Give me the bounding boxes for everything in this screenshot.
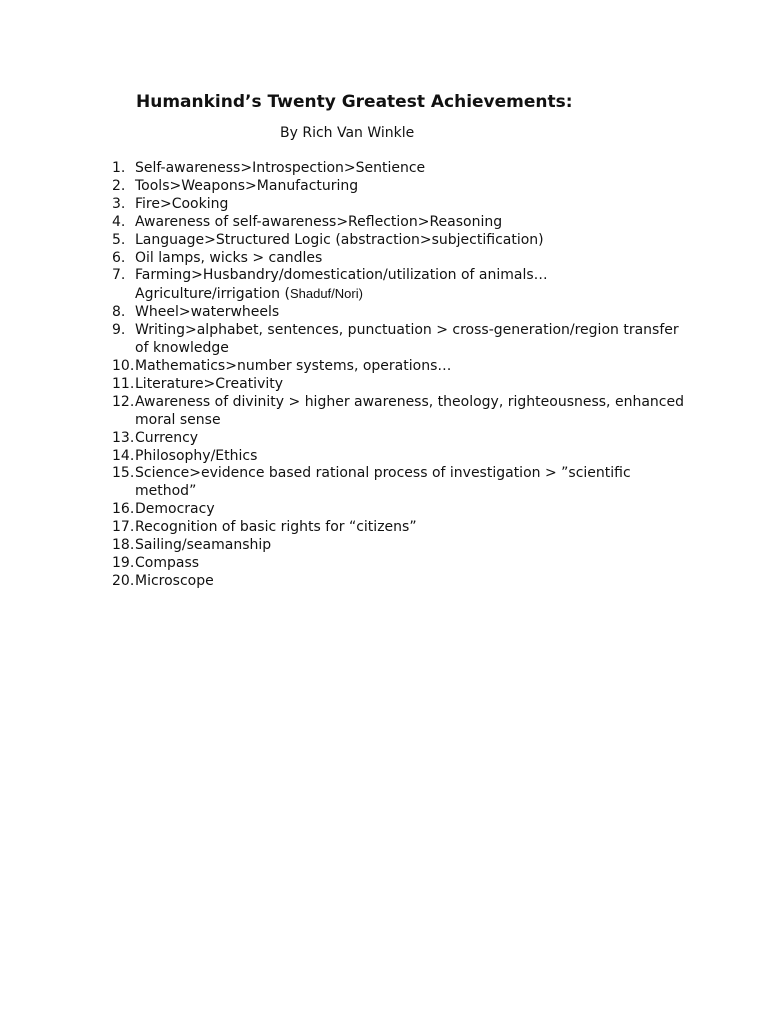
- item-text: Fire>Cooking: [135, 195, 229, 212]
- list-item: [112, 376, 692, 394]
- list-item: [112, 267, 692, 304]
- item-text: Wheel>waterwheels: [135, 304, 280, 321]
- item-text: Currency: [135, 429, 199, 446]
- item-number: 17.: [112, 519, 135, 536]
- list-item: [112, 501, 692, 519]
- item-number: 19.: [112, 554, 135, 571]
- list-item: [112, 358, 692, 376]
- item-text: Democracy: [135, 501, 215, 518]
- list-item: [112, 573, 692, 591]
- item-text: Awareness of divinity > higher awareness, theology, righteousness, enhanced moral sense: [135, 393, 684, 428]
- item-text-continued: Agriculture/irrigation (: [135, 286, 290, 303]
- item-text: Science>evidence based rational process of investigation > ”scientific method”: [135, 465, 631, 500]
- author-byline: By Rich Van Winkle: [280, 125, 415, 141]
- item-number: 14.: [112, 447, 135, 464]
- list-item: [112, 465, 692, 501]
- item-number: 1.: [112, 160, 126, 176]
- item-number: 9.: [112, 322, 126, 339]
- item-text: Farming>Husbandry/domestication/utilization of animals…: [135, 267, 548, 284]
- list-item: [112, 196, 692, 214]
- list-item: [112, 448, 692, 466]
- item-text: Tools>Weapons>Manufacturing: [135, 177, 359, 194]
- list-item: [112, 160, 692, 178]
- item-text: Compass: [135, 554, 200, 571]
- list-item: [112, 394, 692, 430]
- list-item: [112, 250, 692, 268]
- item-text: Self-awareness>Introspection>Sentience: [135, 160, 426, 176]
- item-number: 4.: [112, 213, 126, 230]
- item-number: 8.: [112, 304, 126, 321]
- item-text: Language>Structured Logic (abstraction>subjectification): [135, 231, 544, 248]
- item-text: Sailing/seamanship: [135, 537, 272, 554]
- item-number: 7.: [112, 267, 126, 284]
- list-item: [112, 304, 692, 322]
- document-title: Humankind’s Twenty Greatest Achievements:: [136, 92, 573, 112]
- item-number: 13.: [112, 429, 135, 446]
- list-item: [112, 232, 692, 250]
- list-item: [112, 322, 692, 358]
- achievements-list: [112, 160, 692, 591]
- item-number: 3.: [112, 195, 126, 212]
- item-text: Mathematics>number systems, operations…: [135, 357, 452, 374]
- list-item: [112, 430, 692, 448]
- item-number: 11.: [112, 375, 135, 392]
- list-item: [112, 537, 692, 555]
- item-number: 16.: [112, 501, 135, 518]
- item-text: Microscope: [135, 572, 214, 589]
- item-text: Oil lamps, wicks > candles: [135, 249, 323, 266]
- list-item: [112, 178, 692, 196]
- item-number: 2.: [112, 177, 126, 194]
- item-number: 6.: [112, 249, 126, 266]
- list-item: [112, 519, 692, 537]
- item-number: 18.: [112, 537, 135, 554]
- item-text: Awareness of self-awareness>Reflection>Reasoning: [135, 213, 503, 230]
- item-number: 5.: [112, 231, 126, 248]
- item-text: Literature>Creativity: [135, 375, 284, 392]
- item-number: 10.: [112, 357, 135, 374]
- item-text-small: Shaduf/Nori): [289, 286, 363, 302]
- list-item: [112, 214, 692, 232]
- item-text: Writing>alphabet, sentences, punctuation > cross-generation/region transfer of knowledge: [135, 322, 679, 357]
- item-number: 12.: [112, 393, 135, 410]
- item-text: Philosophy/Ethics: [135, 447, 258, 464]
- item-text: Recognition of basic rights for “citizens”: [135, 519, 417, 536]
- item-number: 20.: [112, 572, 135, 589]
- list-item: [112, 555, 692, 573]
- item-number: 15.: [112, 465, 135, 482]
